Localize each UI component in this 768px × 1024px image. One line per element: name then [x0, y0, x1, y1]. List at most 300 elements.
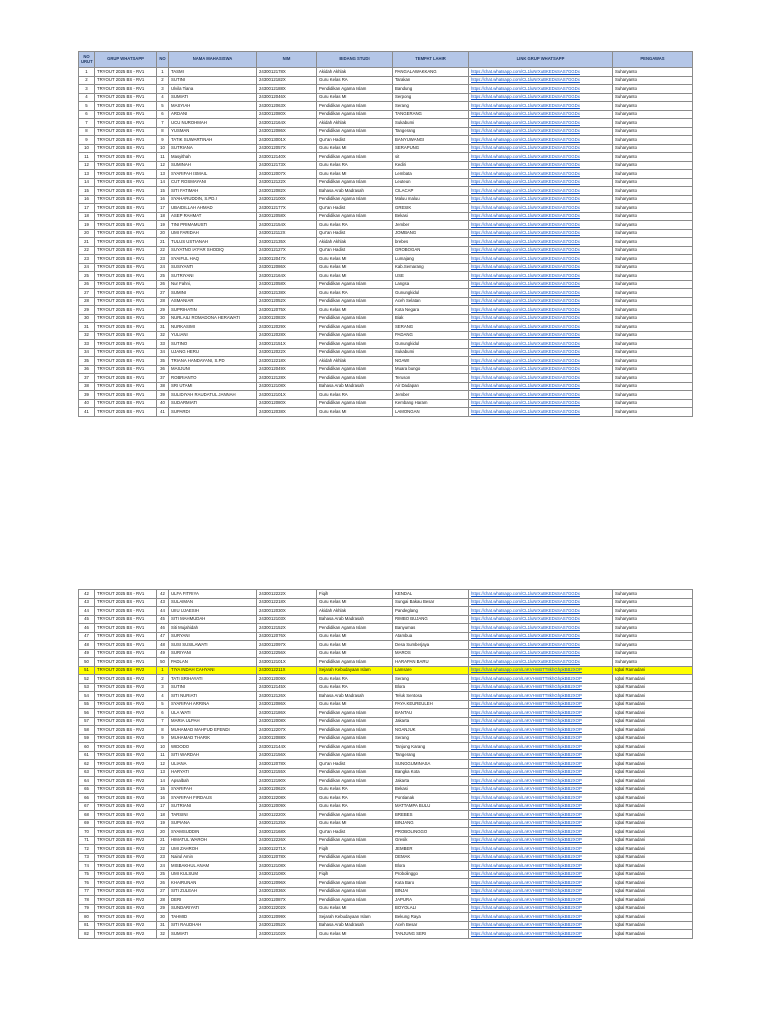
cell-pengawas: Iqbal Ramadani — [613, 717, 693, 726]
cell-grup-whatsapp: TRYOUT 2025 BS - RV2 — [95, 913, 157, 922]
cell-grup-whatsapp: TRYOUT 2025 BS - RV2 — [95, 828, 157, 837]
cell-no-urut: 20 — [79, 229, 95, 238]
cell-tempat-lahir: Kediri — [393, 161, 469, 170]
cell-bidang-studi: Pendidikan Agama Islam — [317, 879, 393, 888]
cell-tempat-lahir: Biak — [393, 314, 469, 323]
cell-nama-mahasiswa: SUPARDI — [169, 408, 257, 417]
cell-bidang-studi: Pendidikan Agama Islam — [317, 374, 393, 383]
cell-no: 9 — [157, 136, 169, 145]
cell-link-grup[interactable]: https://chat.whatsapp.com/CL1luNrXuBKEDsSAS7GGDx — [469, 170, 613, 179]
cell-link-grup[interactable]: https://chat.whatsapp.com/LnKVHmBTT8khGhpkBB2XOP — [469, 734, 613, 743]
cell-link-grup[interactable]: https://chat.whatsapp.com/LnKVHmBTT8khGhpkBB2XOP — [469, 675, 613, 684]
cell-link-grup[interactable]: https://chat.whatsapp.com/CL1luNrXuBKEDsSAS7GGDx — [469, 357, 613, 366]
cell-link-grup[interactable]: https://chat.whatsapp.com/CL1luNrXuBKEDsSAS7GGDx — [469, 399, 613, 408]
cell-bidang-studi: Pendidikan Agama Islam — [317, 751, 393, 760]
cell-link-grup[interactable]: https://chat.whatsapp.com/CL1luNrXuBKEDsSAS7GGDx — [469, 590, 613, 599]
cell-link-grup[interactable]: https://chat.whatsapp.com/CL1luNrXuBKEDsSAS7GGDx — [469, 272, 613, 281]
cell-no: 34 — [157, 348, 169, 357]
cell-grup-whatsapp: TRYOUT 2025 BS - RV2 — [95, 751, 157, 760]
cell-link-grup[interactable]: https://chat.whatsapp.com/CL1luNrXuBKEDsSAS7GGDx — [469, 280, 613, 289]
cell-bidang-studi: Guru Kelas RA — [317, 221, 393, 230]
cell-no: 25 — [157, 870, 169, 879]
cell-bidang-studi: Pendidikan Agama Islam — [317, 127, 393, 136]
cell-nim: 2430012009X — [257, 675, 317, 684]
cell-nama-mahasiswa: ULFA FITRIYA — [169, 590, 257, 599]
table-row — [79, 785, 693, 794]
cell-nama-mahasiswa: SULIDIYAH RAUDATUL JANNAH — [169, 391, 257, 400]
cell-no-urut: 82 — [79, 930, 95, 939]
cell-link-grup[interactable]: https://chat.whatsapp.com/CL1luNrXuBKEDsSAS7GGDx — [469, 136, 613, 145]
cell-pengawas: Suharyanto — [613, 221, 693, 230]
cell-link-grup[interactable]: https://chat.whatsapp.com/CL1luNrXuBKEDsSAS7GGDx — [469, 374, 613, 383]
cell-link-grup[interactable]: https://chat.whatsapp.com/LnKVHmBTT8khGhpkBB2XOP — [469, 666, 613, 675]
cell-bidang-studi: Sejarah Kebudayaan Islam — [317, 913, 393, 922]
cell-link-grup[interactable]: https://chat.whatsapp.com/LnKVHmBTT8khGhpkBB2XOP — [469, 700, 613, 709]
cell-nama-mahasiswa: SULAIMAN — [169, 598, 257, 607]
cell-tempat-lahir: Serang — [393, 734, 469, 743]
cell-no: 30 — [157, 913, 169, 922]
cell-nama-mahasiswa: SUTRIANA — [169, 144, 257, 153]
cell-grup-whatsapp: TRYOUT 2025 BS - RV1 — [95, 204, 157, 213]
cell-no: 32 — [157, 331, 169, 340]
cell-pengawas: Suharyanto — [613, 246, 693, 255]
cell-no-urut: 54 — [79, 692, 95, 701]
cell-link-grup[interactable]: https://chat.whatsapp.com/LnKVHmBTT8khGhpkBB2XOP — [469, 692, 613, 701]
cell-grup-whatsapp: TRYOUT 2025 BS - RV1 — [95, 136, 157, 145]
cell-pengawas: Iqbal Ramadani — [613, 743, 693, 752]
cell-no-urut: 65 — [79, 785, 95, 794]
cell-link-grup[interactable]: https://chat.whatsapp.com/CL1luNrXuBKEDsSAS7GGDx — [469, 331, 613, 340]
cell-no-urut: 57 — [79, 717, 95, 726]
cell-grup-whatsapp: TRYOUT 2025 BS - RV1 — [95, 331, 157, 340]
cell-link-grup[interactable]: https://chat.whatsapp.com/CL1luNrXuBKEDsSAS7GGDx — [469, 658, 613, 667]
cell-nim: 2430012128X — [257, 374, 317, 383]
cell-bidang-studi: Guru Kelas RA — [317, 76, 393, 85]
cell-link-grup[interactable]: https://chat.whatsapp.com/CL1luNrXuBKEDsSAS7GGDx — [469, 649, 613, 658]
table-row — [79, 811, 693, 820]
cell-nim: 2430012086X — [257, 127, 317, 136]
cell-no: 31 — [157, 921, 169, 930]
cell-link-grup[interactable]: https://chat.whatsapp.com/CL1luNrXuBKEDsSAS7GGDx — [469, 391, 613, 400]
cell-link-grup[interactable]: https://chat.whatsapp.com/CL1luNrXuBKEDsSAS7GGDx — [469, 348, 613, 357]
cell-grup-whatsapp: TRYOUT 2025 BS - RV1 — [95, 153, 157, 162]
cell-link-grup[interactable]: https://chat.whatsapp.com/CL1luNrXuBKEDsSAS7GGDx — [469, 297, 613, 306]
cell-nim: 2430012008X — [257, 717, 317, 726]
cell-link-grup[interactable]: https://chat.whatsapp.com/CL1luNrXuBKEDsSAS7GGDx — [469, 68, 613, 77]
cell-no: 29 — [157, 904, 169, 913]
cell-nim: 2430012135X — [257, 238, 317, 247]
cell-no-urut: 47 — [79, 632, 95, 641]
cell-nim: 2430012038X — [257, 408, 317, 417]
cell-tempat-lahir: Pandeglang — [393, 607, 469, 616]
cell-nama-mahasiswa: WIDODO — [169, 743, 257, 752]
cell-link-grup[interactable]: https://chat.whatsapp.com/CL1luNrXuBKEDsSAS7GGDx — [469, 144, 613, 153]
table-row — [79, 297, 693, 306]
cell-tempat-lahir: Sukabumi — [393, 348, 469, 357]
cell-bidang-studi: Guru Kelas RA — [317, 683, 393, 692]
cell-bidang-studi: Qur'an Hadist — [317, 246, 393, 255]
cell-link-grup[interactable]: https://chat.whatsapp.com/CL1luNrXuBKEDsSAS7GGDx — [469, 153, 613, 162]
table-row — [79, 221, 693, 230]
cell-no-urut: 11 — [79, 153, 95, 162]
table-row — [79, 751, 693, 760]
cell-no: 10 — [157, 743, 169, 752]
cell-no-urut: 24 — [79, 263, 95, 272]
cell-nama-mahasiswa: SITI RAUDHAH — [169, 921, 257, 930]
cell-nim: 2430012156X — [257, 751, 317, 760]
cell-pengawas: Suharyanto — [613, 195, 693, 204]
cell-nama-mahasiswa: TARSINI — [169, 811, 257, 820]
cell-no: 40 — [157, 399, 169, 408]
cell-grup-whatsapp: TRYOUT 2025 BS - RV2 — [95, 904, 157, 913]
cell-link-grup[interactable]: https://chat.whatsapp.com/CL1luNrXuBKEDsSAS7GGDx — [469, 110, 613, 119]
cell-no-urut: 9 — [79, 136, 95, 145]
cell-grup-whatsapp: TRYOUT 2025 BS - RV1 — [95, 110, 157, 119]
table-row — [79, 666, 693, 675]
cell-no: 22 — [157, 845, 169, 854]
cell-pengawas: Iqbal Ramadani — [613, 828, 693, 837]
cell-link-grup[interactable]: https://chat.whatsapp.com/CL1luNrXuBKEDsSAS7GGDx — [469, 102, 613, 111]
cell-bidang-studi: Bahasa Arab Madrasah — [317, 187, 393, 196]
cell-link-grup[interactable]: https://chat.whatsapp.com/CL1luNrXuBKEDsSAS7GGDx — [469, 624, 613, 633]
cell-nim: 2430012078X — [257, 760, 317, 769]
cell-grup-whatsapp: TRYOUT 2025 BS - RV1 — [95, 306, 157, 315]
cell-link-grup[interactable]: https://chat.whatsapp.com/LnKVHmBTT8khGhpkBB2XOP — [469, 887, 613, 896]
cell-bidang-studi: Guru Kelas MI — [317, 930, 393, 939]
header-bidang-studi: BIDANG STUDI — [317, 52, 393, 68]
cell-pengawas: Suharyanto — [613, 144, 693, 153]
cell-bidang-studi: Guru Kelas RA — [317, 675, 393, 684]
cell-link-grup[interactable]: https://chat.whatsapp.com/CL1luNrXuBKEDsSAS7GGDx — [469, 195, 613, 204]
cell-pengawas: Iqbal Ramadani — [613, 734, 693, 743]
cell-nim: 2430012178X — [257, 68, 317, 77]
cell-nama-mahasiswa: TASMI — [169, 68, 257, 77]
cell-link-grup[interactable]: https://chat.whatsapp.com/LnKVHmBTT8khGhpkBB2XOP — [469, 802, 613, 811]
cell-link-grup[interactable]: https://chat.whatsapp.com/LnKVHmBTT8khGhpkBB2XOP — [469, 726, 613, 735]
header-nim: NIM — [257, 52, 317, 68]
cell-link-grup[interactable]: https://chat.whatsapp.com/CL1luNrXuBKEDsSAS7GGDx — [469, 607, 613, 616]
cell-no: 4 — [157, 692, 169, 701]
table-row — [79, 289, 693, 298]
cell-link-grup[interactable]: https://chat.whatsapp.com/CL1luNrXuBKEDsSAS7GGDx — [469, 323, 613, 332]
cell-nim: 2430012009X — [257, 802, 317, 811]
cell-bidang-studi: Pendidikan Agama Islam — [317, 314, 393, 323]
cell-nama-mahasiswa: SITI FATIMAH — [169, 187, 257, 196]
cell-link-grup[interactable]: https://chat.whatsapp.com/LnKVHmBTT8khGhpkBB2XOP — [469, 777, 613, 786]
cell-link-grup[interactable]: https://chat.whatsapp.com/CL1luNrXuBKEDsSAS7GGDx — [469, 408, 613, 417]
cell-link-grup[interactable]: https://chat.whatsapp.com/CL1luNrXuBKEDsSAS7GGDx — [469, 246, 613, 255]
cell-link-grup[interactable]: https://chat.whatsapp.com/CL1luNrXuBKEDsSAS7GGDx — [469, 221, 613, 230]
table-row — [79, 136, 693, 145]
cell-nim: 2430012271X — [257, 845, 317, 854]
cell-nama-mahasiswa: YULIANI — [169, 331, 257, 340]
cell-no-urut: 19 — [79, 221, 95, 230]
cell-no: 8 — [157, 127, 169, 136]
cell-nama-mahasiswa: HIMATUL WAROH — [169, 836, 257, 845]
cell-nim: 2430012122X — [257, 178, 317, 187]
cell-no-urut: 60 — [79, 743, 95, 752]
cell-nim: 2430012080X — [257, 110, 317, 119]
cell-grup-whatsapp: TRYOUT 2025 BS - RV1 — [95, 391, 157, 400]
cell-no: 1 — [157, 666, 169, 675]
cell-grup-whatsapp: TRYOUT 2025 BS - RV1 — [95, 170, 157, 179]
cell-grup-whatsapp: TRYOUT 2025 BS - RV1 — [95, 221, 157, 230]
cell-link-grup[interactable]: https://chat.whatsapp.com/CL1luNrXuBKEDsSAS7GGDx — [469, 212, 613, 221]
cell-nama-mahasiswa: SYARIFAH ARRINA — [169, 700, 257, 709]
cell-no-urut: 75 — [79, 870, 95, 879]
cell-grup-whatsapp: TRYOUT 2025 BS - RV2 — [95, 836, 157, 845]
cell-no: 46 — [157, 624, 169, 633]
cell-link-grup[interactable]: https://chat.whatsapp.com/CL1luNrXuBKEDsSAS7GGDx — [469, 187, 613, 196]
cell-grup-whatsapp: TRYOUT 2025 BS - RV1 — [95, 212, 157, 221]
cell-link-grup[interactable]: https://chat.whatsapp.com/CL1luNrXuBKEDsSAS7GGDx — [469, 598, 613, 607]
cell-nama-mahasiswa: SURIYANI — [169, 649, 257, 658]
cell-link-grup[interactable]: https://chat.whatsapp.com/CL1luNrXuBKEDsSAS7GGDx — [469, 314, 613, 323]
cell-pengawas: Iqbal Ramadani — [613, 726, 693, 735]
cell-link-grup[interactable]: https://chat.whatsapp.com/LnKVHmBTT8khGhpkBB2XOP — [469, 904, 613, 913]
table-row — [79, 641, 693, 650]
cell-nim: 2430012082X — [257, 187, 317, 196]
cell-link-grup[interactable]: https://chat.whatsapp.com/LnKVHmBTT8khGhpkBB2XOP — [469, 819, 613, 828]
cell-grup-whatsapp: TRYOUT 2025 BS - RV2 — [95, 785, 157, 794]
cell-link-grup[interactable]: https://chat.whatsapp.com/LnKVHmBTT8khGhpkBB2XOP — [469, 913, 613, 922]
cell-tempat-lahir: Pontianak — [393, 794, 469, 803]
cell-link-grup[interactable]: https://chat.whatsapp.com/LnKVHmBTT8khGhpkBB2XOP — [469, 836, 613, 845]
cell-link-grup[interactable]: https://chat.whatsapp.com/CL1luNrXuBKEDsSAS7GGDx — [469, 263, 613, 272]
table-row — [79, 921, 693, 930]
cell-nama-mahasiswa: SUMINI — [169, 289, 257, 298]
cell-tempat-lahir: Tarakan — [393, 76, 469, 85]
cell-pengawas: Iqbal Ramadani — [613, 921, 693, 930]
cell-pengawas: Suharyanto — [613, 306, 693, 315]
cell-no-urut: 74 — [79, 862, 95, 871]
cell-no: 12 — [157, 161, 169, 170]
table-body-1 — [79, 68, 693, 417]
cell-bidang-studi: Guru Kelas MI — [317, 170, 393, 179]
cell-link-grup[interactable]: https://chat.whatsapp.com/CL1luNrXuBKEDsSAS7GGDx — [469, 382, 613, 391]
cell-link-grup[interactable]: https://chat.whatsapp.com/CL1luNrXuBKEDsSAS7GGDx — [469, 289, 613, 298]
cell-link-grup[interactable]: https://chat.whatsapp.com/CL1luNrXuBKEDsSAS7GGDx — [469, 255, 613, 264]
table-row — [79, 870, 693, 879]
cell-link-grup[interactable]: https://chat.whatsapp.com/LnKVHmBTT8khGhpkBB2XOP — [469, 768, 613, 777]
cell-grup-whatsapp: TRYOUT 2025 BS - RV1 — [95, 590, 157, 599]
cell-tempat-lahir: Blora — [393, 683, 469, 692]
cell-link-grup[interactable]: https://chat.whatsapp.com/CL1luNrXuBKEDsSAS7GGDx — [469, 76, 613, 85]
table-row — [79, 85, 693, 94]
cell-link-grup[interactable]: https://chat.whatsapp.com/LnKVHmBTT8khGhpkBB2XOP — [469, 785, 613, 794]
cell-link-grup[interactable]: https://chat.whatsapp.com/CL1luNrXuBKEDsSAS7GGDx — [469, 340, 613, 349]
cell-nama-mahasiswa: Siti Mujahidah — [169, 624, 257, 633]
cell-link-grup[interactable]: https://chat.whatsapp.com/LnKVHmBTT8khGhpkBB2XOP — [469, 794, 613, 803]
cell-bidang-studi: Guru Kelas MI — [317, 641, 393, 650]
cell-bidang-studi: Bahasa Arab Madrasah — [317, 692, 393, 701]
cell-nama-mahasiswa: SYAMSUDDIN — [169, 828, 257, 837]
cell-bidang-studi: Qur'an Hadist — [317, 760, 393, 769]
cell-link-grup[interactable]: https://chat.whatsapp.com/LnKVHmBTT8khGhpkBB2XOP — [469, 896, 613, 905]
cell-link-grup[interactable]: https://chat.whatsapp.com/LnKVHmBTT8khGhpkBB2XOP — [469, 862, 613, 871]
cell-link-grup[interactable]: https://chat.whatsapp.com/CL1luNrXuBKEDsSAS7GGDx — [469, 204, 613, 213]
cell-no: 20 — [157, 229, 169, 238]
table-row — [79, 700, 693, 709]
cell-tempat-lahir: SERAPUNG — [393, 144, 469, 153]
cell-no-urut: 48 — [79, 641, 95, 650]
cell-link-grup[interactable]: https://chat.whatsapp.com/LnKVHmBTT8khGhpkBB2XOP — [469, 709, 613, 718]
cell-tempat-lahir: brebes — [393, 238, 469, 247]
cell-no-urut: 7 — [79, 119, 95, 128]
cell-link-grup[interactable]: https://chat.whatsapp.com/LnKVHmBTT8khGhpkBB2XOP — [469, 930, 613, 939]
cell-tempat-lahir: Jember — [393, 391, 469, 400]
cell-tempat-lahir: Teluk Sentosa — [393, 692, 469, 701]
cell-pengawas: Suharyanto — [613, 161, 693, 170]
table-row — [79, 794, 693, 803]
cell-link-grup[interactable]: https://chat.whatsapp.com/CL1luNrXuBKEDsSAS7GGDx — [469, 85, 613, 94]
table-row — [79, 734, 693, 743]
cell-nim: 2430012164X — [257, 272, 317, 281]
cell-grup-whatsapp: TRYOUT 2025 BS - RV1 — [95, 615, 157, 624]
cell-link-grup[interactable]: https://chat.whatsapp.com/LnKVHmBTT8khGhpkBB2XOP — [469, 751, 613, 760]
cell-link-grup[interactable]: https://chat.whatsapp.com/LnKVHmBTT8khGhpkBB2XOP — [469, 828, 613, 837]
cell-no-urut: 66 — [79, 794, 95, 803]
cell-pengawas: Iqbal Ramadani — [613, 692, 693, 701]
cell-tempat-lahir: Aceh Besar — [393, 921, 469, 930]
cell-pengawas: Suharyanto — [613, 68, 693, 77]
cell-nama-mahasiswa: ULIANA — [169, 760, 257, 769]
cell-bidang-studi: Guru Kelas MI — [317, 700, 393, 709]
cell-tempat-lahir: Sungai Bakau Besar — [393, 598, 469, 607]
table-row — [79, 323, 693, 332]
cell-link-grup[interactable]: https://chat.whatsapp.com/CL1luNrXuBKEDsSAS7GGDx — [469, 161, 613, 170]
table-row — [79, 845, 693, 854]
cell-nama-mahasiswa: SRI UTAMI — [169, 382, 257, 391]
cell-tempat-lahir: Maluu maluu — [393, 195, 469, 204]
cell-nim: 2430012168X — [257, 828, 317, 837]
cell-nim: 2430012220X — [257, 811, 317, 820]
cell-link-grup[interactable]: https://chat.whatsapp.com/CL1luNrXuBKEDsSAS7GGDx — [469, 93, 613, 102]
cell-tempat-lahir: Lembata — [393, 170, 469, 179]
cell-link-grup[interactable]: https://chat.whatsapp.com/CL1luNrXuBKEDsSAS7GGDx — [469, 178, 613, 187]
cell-no: 9 — [157, 734, 169, 743]
cell-link-grup[interactable]: https://chat.whatsapp.com/LnKVHmBTT8khGhpkBB2XOP — [469, 683, 613, 692]
cell-nim: 2430012075X — [257, 306, 317, 315]
cell-nim: 2430012049X — [257, 365, 317, 374]
cell-tempat-lahir: Lumajang — [393, 255, 469, 264]
cell-link-grup[interactable]: https://chat.whatsapp.com/LnKVHmBTT8khGhpkBB2XOP — [469, 853, 613, 862]
cell-nama-mahasiswa: TRIANA HANDAYANI, S.PD — [169, 357, 257, 366]
cell-link-grup[interactable]: https://chat.whatsapp.com/CL1luNrXuBKEDsSAS7GGDx — [469, 615, 613, 624]
cell-tempat-lahir: Probolinggo — [393, 870, 469, 879]
cell-nim: 2430012076X — [257, 632, 317, 641]
table-row — [79, 127, 693, 136]
table-row — [79, 930, 693, 939]
cell-link-grup[interactable]: https://chat.whatsapp.com/CL1luNrXuBKEDsSAS7GGDx — [469, 632, 613, 641]
cell-link-grup[interactable]: https://chat.whatsapp.com/CL1luNrXuBKEDsSAS7GGDx — [469, 127, 613, 136]
cell-nama-mahasiswa: SUPIANA — [169, 819, 257, 828]
cell-no-urut: 52 — [79, 675, 95, 684]
cell-no-urut: 62 — [79, 760, 95, 769]
table-row — [79, 649, 693, 658]
cell-grup-whatsapp: TRYOUT 2025 BS - RV1 — [95, 641, 157, 650]
cell-nama-mahasiswa: TAHMID — [169, 913, 257, 922]
cell-no: 26 — [157, 280, 169, 289]
cell-bidang-studi: Guru Kelas MI — [317, 904, 393, 913]
cell-no-urut: 61 — [79, 751, 95, 760]
cell-tempat-lahir: BREBES — [393, 811, 469, 820]
cell-link-grup[interactable]: https://chat.whatsapp.com/CL1luNrXuBKEDsSAS7GGDx — [469, 365, 613, 374]
cell-nama-mahasiswa: TATI SRIHAYATI — [169, 675, 257, 684]
cell-pengawas: Suharyanto — [613, 102, 693, 111]
cell-link-grup[interactable]: https://chat.whatsapp.com/CL1luNrXuBKEDsSAS7GGDx — [469, 119, 613, 128]
cell-tempat-lahir: MATTAMPA BULU — [393, 802, 469, 811]
cell-nama-mahasiswa: SITI MAHMUDAH — [169, 615, 257, 624]
cell-no: 42 — [157, 590, 169, 599]
cell-grup-whatsapp: TRYOUT 2025 BS - RV1 — [95, 93, 157, 102]
cell-link-grup[interactable]: https://chat.whatsapp.com/LnKVHmBTT8khGhpkBB2XOP — [469, 845, 613, 854]
cell-link-grup[interactable]: https://chat.whatsapp.com/LnKVHmBTT8khGhpkBB2XOP — [469, 760, 613, 769]
table-row — [79, 331, 693, 340]
cell-grup-whatsapp: TRYOUT 2025 BS - RV1 — [95, 289, 157, 298]
cell-link-grup[interactable]: https://chat.whatsapp.com/CL1luNrXuBKEDsSAS7GGDx — [469, 229, 613, 238]
cell-pengawas: Iqbal Ramadani — [613, 709, 693, 718]
cell-nim: 2430012173X — [257, 161, 317, 170]
cell-link-grup[interactable]: https://chat.whatsapp.com/CL1luNrXuBKEDsSAS7GGDx — [469, 306, 613, 315]
cell-bidang-studi: Fiqih — [317, 845, 393, 854]
cell-nim: 2430012138X — [257, 289, 317, 298]
table-row — [79, 777, 693, 786]
cell-grup-whatsapp: TRYOUT 2025 BS - RV1 — [95, 255, 157, 264]
cell-bidang-studi: Pendidikan Agama Islam — [317, 178, 393, 187]
cell-no-urut: 59 — [79, 734, 95, 743]
cell-tempat-lahir: Tangerang — [393, 751, 469, 760]
cell-tempat-lahir: Serang — [393, 675, 469, 684]
cell-link-grup[interactable]: https://chat.whatsapp.com/LnKVHmBTT8khGhpkBB2XOP — [469, 879, 613, 888]
cell-link-grup[interactable]: https://chat.whatsapp.com/CL1luNrXuBKEDsSAS7GGDx — [469, 238, 613, 247]
cell-nama-mahasiswa: Masyithah — [169, 153, 257, 162]
header-row — [79, 52, 693, 68]
cell-tempat-lahir: BOYOLALI — [393, 904, 469, 913]
table-row — [79, 760, 693, 769]
cell-pengawas: Iqbal Ramadani — [613, 896, 693, 905]
cell-link-grup[interactable]: https://chat.whatsapp.com/LnKVHmBTT8khGhpkBB2XOP — [469, 811, 613, 820]
cell-tempat-lahir: Gunungkidul — [393, 340, 469, 349]
cell-grup-whatsapp: TRYOUT 2025 BS - RV2 — [95, 853, 157, 862]
cell-link-grup[interactable]: https://chat.whatsapp.com/LnKVHmBTT8khGhpkBB2XOP — [469, 870, 613, 879]
cell-nama-mahasiswa: Ulvila Tiana — [169, 85, 257, 94]
cell-no-urut: 16 — [79, 195, 95, 204]
cell-grup-whatsapp: TRYOUT 2025 BS - RV1 — [95, 297, 157, 306]
cell-grup-whatsapp: TRYOUT 2025 BS - RV2 — [95, 692, 157, 701]
cell-no-urut: 14 — [79, 178, 95, 187]
table-row — [79, 195, 693, 204]
cell-pengawas: Iqbal Ramadani — [613, 811, 693, 820]
table-row — [79, 802, 693, 811]
cell-link-grup[interactable]: https://chat.whatsapp.com/LnKVHmBTT8khGhpkBB2XOP — [469, 743, 613, 752]
cell-grup-whatsapp: TRYOUT 2025 BS - RV1 — [95, 382, 157, 391]
cell-grup-whatsapp: TRYOUT 2025 BS - RV2 — [95, 726, 157, 735]
cell-nama-mahasiswa: SYARIFAH ISMAIL — [169, 170, 257, 179]
cell-no: 20 — [157, 828, 169, 837]
cell-tempat-lahir: Bekung Raya — [393, 913, 469, 922]
cell-link-grup[interactable]: https://chat.whatsapp.com/LnKVHmBTT8khGhpkBB2XOP — [469, 921, 613, 930]
table-row — [79, 272, 693, 281]
cell-grup-whatsapp: TRYOUT 2025 BS - RV1 — [95, 144, 157, 153]
cell-pengawas: Suharyanto — [613, 391, 693, 400]
cell-link-grup[interactable]: https://chat.whatsapp.com/CL1luNrXuBKEDsSAS7GGDx — [469, 641, 613, 650]
cell-bidang-studi: Guru Kelas MI — [317, 649, 393, 658]
cell-link-grup[interactable]: https://chat.whatsapp.com/LnKVHmBTT8khGhpkBB2XOP — [469, 717, 613, 726]
cell-nama-mahasiswa: SUTRIYANI — [169, 272, 257, 281]
table-row — [79, 828, 693, 837]
cell-no-urut: 5 — [79, 102, 95, 111]
